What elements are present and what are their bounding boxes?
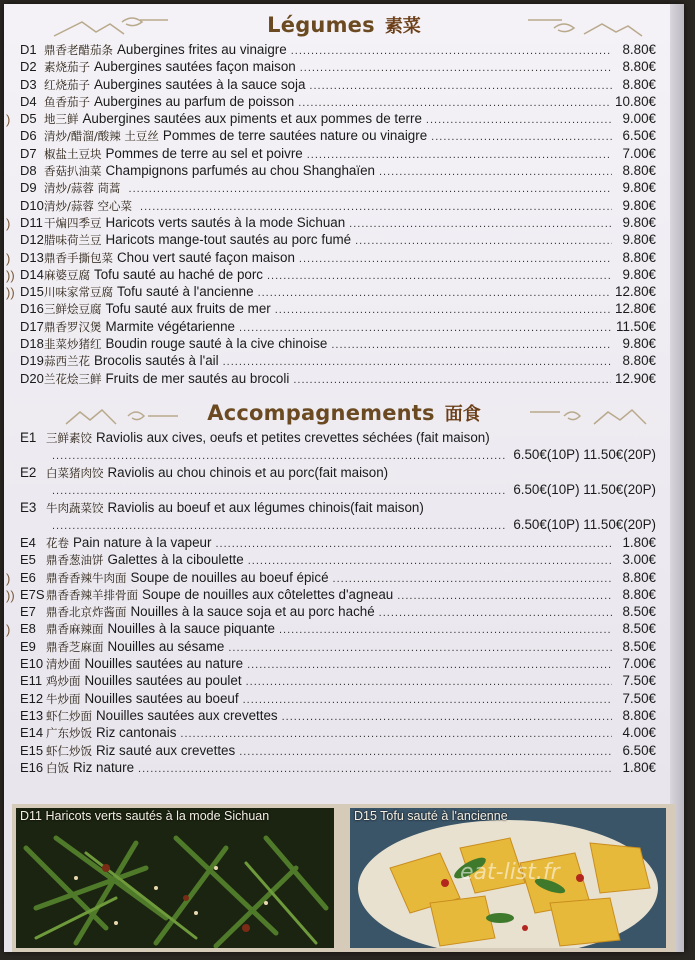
spice-mark: ) [6, 112, 11, 128]
dot-leader [247, 659, 612, 671]
item-price: 12.80€ [615, 284, 656, 300]
item-name: Marmite végétarienne [105, 318, 236, 334]
item-price: 3.00€ [622, 552, 656, 568]
cloud-ornament-icon [52, 14, 172, 40]
menu-item [20, 163, 656, 180]
item-code: E10 [20, 656, 44, 672]
dot-leader [331, 339, 612, 351]
item-name: Nouilles à la sauce piquante [107, 621, 275, 637]
item-name: Nouilles sautées au nature [84, 656, 244, 672]
item-code: E4 [20, 534, 36, 550]
item-name-cn: 清炒/蒜蓉 茼蒿 [44, 181, 121, 196]
item-name-cn: 麻婆豆腐 [44, 267, 90, 282]
spice-mark: )) [6, 267, 15, 283]
item-price: 8.50€ [622, 638, 656, 654]
menu-item [20, 691, 656, 708]
item-name-cn: 鼎香罗汉煲 [44, 319, 102, 334]
menu-item [20, 604, 656, 621]
dot-leader [239, 746, 612, 758]
item-code: D6 [20, 128, 37, 144]
item-name: Chou vert sauté façon maison [117, 249, 295, 265]
dot-leader [267, 270, 612, 282]
item-price: 11.50€ [616, 318, 656, 334]
spice-mark: )) [6, 285, 15, 301]
dot-leader [239, 322, 612, 334]
item-price: 6.50€ [622, 742, 656, 758]
item-code: E9 [20, 638, 36, 654]
item-price-row [20, 482, 656, 499]
watermark-text: eat-list.fr [460, 860, 560, 885]
dot-leader [349, 218, 612, 230]
item-name-cn: 兰花烩三鲜 [44, 371, 102, 386]
item-price: 8.80€ [622, 249, 656, 265]
menu-item [20, 128, 656, 145]
item-price: 7.00€ [622, 145, 656, 161]
item-code: D9 [20, 180, 37, 196]
item-code: D10 [20, 197, 44, 213]
item-name-cn: 韭菜炒猪红 [44, 337, 102, 352]
item-name: Riz nature [73, 759, 135, 775]
item-name-cn: 白菜猪肉饺 [46, 465, 104, 480]
item-name-cn: 牛肉蔬菜饺 [46, 500, 104, 515]
menu-item [20, 42, 656, 59]
item-price: 9.80€ [622, 180, 656, 196]
item-name-cn: 川味家常豆腐 [44, 285, 113, 300]
item-name: Aubergines sautées aux piments et aux pommes de terre [82, 111, 422, 127]
item-name: Riz cantonais [96, 725, 177, 741]
item-name: Nouilles au sésame [107, 638, 225, 654]
item-name: Soupe de nouilles au boeuf épicé [130, 569, 329, 585]
item-code: D1 [20, 42, 37, 57]
item-name-cn: 清炒/醋溜/酸辣 土豆丝 [44, 129, 159, 144]
menu-item [20, 146, 656, 163]
item-code: E3 [20, 499, 37, 515]
item-price: 8.80€ [622, 569, 656, 585]
item-name-cn: 鼎香手撕包菜 [44, 250, 113, 265]
item-code: D5 [20, 111, 37, 127]
item-price: 6.50€(10P) 11.50€(20P) [513, 481, 656, 497]
dot-leader [246, 676, 612, 688]
item-price-row [20, 447, 656, 464]
menu-item [20, 708, 656, 725]
item-code: D2 [20, 59, 37, 75]
accompagnements-header [4, 396, 684, 430]
item-name: Tofu sauté à l'ancienne [117, 284, 254, 300]
dot-leader [258, 287, 611, 299]
item-code: D16 [20, 301, 44, 317]
item-price: 6.50€(10P) 11.50€(20P) [513, 516, 656, 532]
dot-leader [299, 253, 612, 265]
item-name-cn: 鼎香老醋茄条 [44, 43, 113, 57]
dot-leader [52, 520, 507, 532]
menu-item [6, 284, 656, 301]
item-name: Aubergines au parfum de poisson [94, 93, 295, 109]
item-price: 10.80€ [615, 93, 656, 109]
item-code: E11 [20, 673, 43, 689]
item-name: Nouilles à la sauce soja et au porc haché [130, 604, 375, 620]
menu-item [20, 760, 656, 777]
item-price: 8.50€ [622, 621, 656, 637]
dot-leader [300, 62, 612, 74]
dot-leader [282, 711, 612, 723]
item-code: D17 [20, 318, 44, 334]
menu-item [20, 656, 656, 673]
item-code: D13 [20, 249, 44, 265]
item-code: D18 [20, 336, 44, 352]
item-name: Raviolis au boeuf et aux légumes chinois(fait maison) [107, 499, 424, 515]
item-name: Haricots mange-tout sautés au porc fumé [105, 232, 352, 248]
spice-mark: ) [6, 215, 11, 231]
menu-item [6, 111, 656, 128]
item-name-cn: 地三鲜 [44, 112, 79, 127]
menu-item [20, 301, 656, 318]
item-price: 12.90€ [615, 370, 656, 386]
item-name-cn: 鱼香茄子 [44, 94, 90, 109]
dot-leader [52, 450, 507, 462]
menu-item [20, 552, 656, 569]
menu-item [20, 430, 656, 465]
item-name-cn: 清炒/蒜蓉 空心菜 [44, 198, 133, 213]
item-name: Boudin rouge sauté à la cive chinoise [105, 336, 328, 352]
item-price: 8.80€ [622, 707, 656, 723]
item-name: Pommes de terre sautées nature ou vinaigre [162, 128, 428, 144]
item-name-cn: 鼎香葱油饼 [46, 553, 104, 568]
item-code: D4 [20, 93, 37, 109]
item-name-cn: 素烧茄子 [44, 60, 90, 75]
item-row [20, 500, 656, 517]
item-code: D14 [20, 266, 44, 282]
item-code: D15 [20, 284, 44, 300]
item-name-cn: 鼎香香辣牛肉面 [46, 570, 127, 585]
item-price: 7.50€ [622, 673, 656, 689]
menu-item [6, 586, 656, 604]
dot-leader [248, 555, 612, 567]
item-price: 8.80€ [622, 163, 656, 179]
menu-item [20, 465, 656, 500]
menu-item [20, 336, 656, 353]
menu-item [20, 673, 656, 690]
item-name: Champignons parfumés au chou Shanghaïen [105, 163, 375, 179]
menu-item [6, 621, 656, 638]
menu-item [6, 214, 656, 232]
item-price: 9.80€ [622, 232, 656, 248]
legumes-title: Légumes [267, 13, 375, 37]
photo-caption: D11 Haricots verts sautés à la mode Sichuan [20, 809, 270, 823]
item-name-cn: 广东炒饭 [46, 726, 92, 741]
legumes-header [4, 8, 684, 42]
item-name-cn: 花卷 [46, 535, 69, 550]
item-price: 6.50€ [622, 128, 656, 144]
item-name: Raviolis aux cives, oeufs et petites crevettes séchées (fait maison) [96, 429, 490, 445]
dot-leader [215, 538, 612, 550]
item-price: 12.80€ [615, 301, 656, 317]
item-name-cn: 虾仁炒饭 [46, 743, 92, 758]
menu-item [20, 639, 656, 656]
item-code: E14 [20, 725, 44, 741]
item-name: Raviolis au chou chinois et au porc(fait maison) [107, 464, 389, 480]
item-name-cn: 香菇扒油菜 [44, 164, 102, 179]
dot-leader [298, 97, 611, 109]
item-code: D11 [20, 214, 43, 230]
item-name-cn: 干煸四季豆 [44, 215, 102, 230]
item-code: D20 [20, 370, 44, 386]
item-code: D12 [20, 232, 44, 248]
item-name-cn: 鼎香芝麻面 [46, 639, 104, 654]
cloud-ornament-icon [524, 14, 644, 40]
item-name-cn: 牛炒面 [46, 691, 81, 706]
dot-leader [275, 304, 611, 316]
item-name-cn: 腊味荷兰豆 [44, 233, 102, 248]
dot-leader [379, 166, 612, 178]
item-code: E8 [20, 621, 36, 637]
item-price: 8.80€ [622, 59, 656, 75]
menu-item [20, 77, 656, 94]
dot-leader [293, 374, 611, 386]
dot-leader [129, 183, 612, 195]
item-price: 8.80€ [622, 42, 656, 57]
item-name: Haricots verts sautés à la mode Sichuan [105, 214, 346, 230]
item-name-cn: 清炒面 [46, 657, 81, 672]
item-price: 6.50€(10P) 11.50€(20P) [513, 446, 656, 462]
item-price: 9.80€ [622, 336, 656, 352]
dot-leader [355, 235, 612, 247]
item-price: 9.80€ [622, 266, 656, 282]
item-code: D7 [20, 145, 37, 161]
item-name-cn: 鼎香北京炸酱面 [46, 605, 127, 620]
menu-item [20, 94, 656, 111]
legumes-title-cn: 素菜 [384, 16, 421, 37]
item-name: Tofu sauté aux fruits de mer [105, 301, 271, 317]
item-name-cn: 虾仁炒面 [46, 708, 92, 723]
dot-leader [243, 694, 612, 706]
menu-item [20, 535, 656, 552]
item-name-cn: 鼎香香辣羊排骨面 [46, 587, 138, 602]
accompagnements-title-cn: 面食 [444, 403, 481, 425]
item-code: E7 [20, 604, 36, 620]
item-price: 8.80€ [622, 76, 656, 92]
item-name-cn: 三鲜素饺 [46, 430, 92, 445]
item-name-cn: 三鲜烩豆腐 [44, 302, 102, 317]
item-name: Galettes à la ciboulette [107, 552, 244, 568]
dot-leader [180, 728, 612, 740]
menu-item [6, 266, 656, 284]
dot-leader [291, 45, 612, 57]
item-name: Tofu sauté au haché de porc [94, 266, 263, 282]
item-name-cn: 椒盐土豆块 [44, 146, 102, 161]
item-name-cn: 鸡炒面 [46, 674, 81, 689]
item-name: Soupe de nouilles aux côtelettes d'agneau [142, 586, 394, 602]
item-name: Pain nature à la vapeur [73, 534, 212, 550]
menu-item [20, 743, 656, 760]
menu-item [20, 59, 656, 76]
item-name-cn: 蒜西兰花 [44, 354, 90, 369]
item-price-row [20, 517, 656, 534]
item-price: 8.80€ [622, 353, 656, 369]
item-code: E5 [20, 552, 36, 568]
menu-item [20, 319, 656, 336]
item-price: 9.80€ [622, 214, 656, 230]
dot-leader [426, 114, 612, 126]
item-name: Aubergines frites au vinaigre [117, 42, 287, 57]
item-code: E12 [20, 690, 44, 706]
item-name-cn: 白饭 [46, 760, 69, 775]
menu-item [6, 569, 656, 587]
item-name: Nouilles sautées au poulet [84, 673, 242, 689]
item-name-cn: 鼎香麻辣面 [46, 622, 104, 637]
dot-leader [307, 149, 612, 161]
dot-leader [138, 763, 612, 775]
spice-mark: )) [6, 587, 15, 603]
spice-mark: ) [6, 570, 11, 586]
dot-leader [228, 642, 612, 654]
mountain-ornament-icon [64, 402, 184, 428]
item-row [20, 430, 656, 447]
item-name: Nouilles sautées aux crevettes [96, 707, 278, 723]
item-name-cn: 红烧茄子 [44, 77, 90, 92]
item-code: E6 [20, 569, 36, 585]
photo-caption: D15 Tofu sauté à l'ancienne [354, 809, 508, 823]
item-price: 8.50€ [622, 604, 656, 620]
item-name: Pommes de terre au sel et poivre [105, 145, 303, 161]
item-price: 1.80€ [622, 534, 656, 550]
legumes-list [4, 42, 684, 388]
item-code: D19 [20, 353, 44, 369]
dot-leader [52, 485, 507, 497]
menu-item [20, 353, 656, 370]
item-name: Aubergines sautées à la sauce soja [94, 76, 306, 92]
item-name: Fruits de mer sautés au brocoli [105, 370, 290, 386]
dot-leader [279, 624, 612, 636]
dot-leader [379, 607, 612, 619]
item-price: 9.00€ [622, 111, 656, 127]
item-code: E7S [20, 586, 45, 602]
menu-item [20, 180, 656, 197]
menu-item [20, 500, 656, 535]
item-code: E2 [20, 464, 37, 480]
item-name: Brocolis sautés à l'ail [94, 353, 219, 369]
item-price: 4.00€ [622, 725, 656, 741]
photo-strip [12, 804, 676, 952]
item-price: 9.80€ [622, 197, 656, 213]
menu-item [20, 371, 656, 388]
item-price: 1.80€ [622, 759, 656, 775]
item-code: E13 [20, 707, 44, 723]
menu-item [20, 198, 656, 215]
item-name: Aubergines sautées façon maison [94, 59, 296, 75]
dot-leader [333, 573, 612, 585]
menu-item [20, 725, 656, 742]
dot-leader [309, 80, 612, 92]
item-code: D8 [20, 163, 37, 179]
menu-item [20, 232, 656, 249]
menu-item [6, 249, 656, 267]
dot-leader [431, 131, 612, 143]
item-price: 8.80€ [622, 586, 656, 602]
item-code: E1 [20, 429, 37, 445]
spice-mark: ) [6, 622, 11, 638]
item-price: 7.50€ [622, 690, 656, 706]
photo-haricots [16, 808, 334, 948]
spice-mark: ) [6, 250, 11, 266]
item-price: 7.00€ [622, 656, 656, 672]
accompagnements-title: Accompagnements [207, 400, 435, 425]
item-code: D3 [20, 76, 37, 92]
item-row [20, 465, 656, 482]
dot-leader [397, 590, 612, 602]
item-code: E15 [20, 742, 44, 758]
dot-leader [223, 356, 612, 368]
green-beans-image [16, 808, 334, 948]
mountain-ornament-icon [528, 402, 648, 428]
dot-leader [140, 201, 612, 213]
accompagnements-list [4, 430, 684, 777]
item-name: Riz sauté aux crevettes [96, 742, 236, 758]
photo-tofu [350, 808, 666, 948]
item-name: Nouilles sautées au boeuf [84, 690, 239, 706]
item-code: E16 [20, 759, 44, 775]
menu-page [4, 4, 684, 952]
